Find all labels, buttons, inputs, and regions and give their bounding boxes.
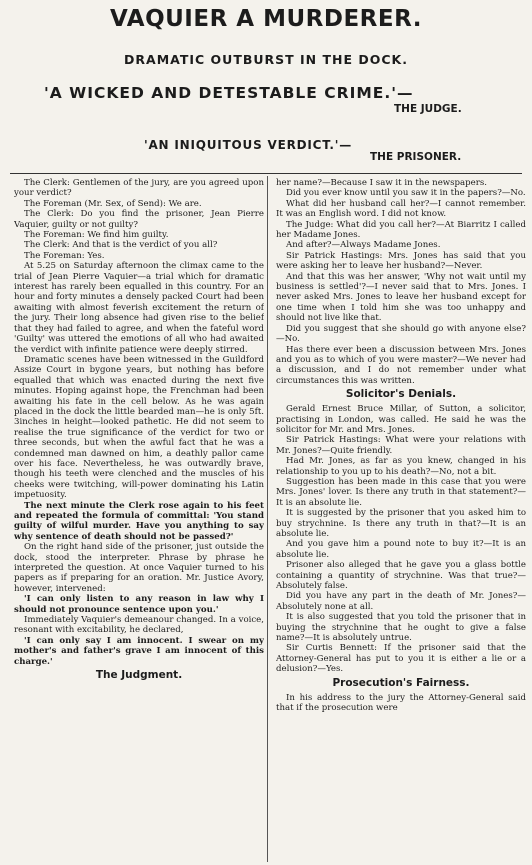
- paragraph: The Foreman: We find him guilty.: [24, 230, 169, 241]
- paragraph: It is also suggested that you told the prisoner that in buying the strychnine that he ought to give a false name?—It is absolutely untrue.: [276, 612, 526, 644]
- paragraph: And after?—Always Madame Jones.: [286, 240, 441, 251]
- paragraph: 'I can only say I am innocent. I swear on my mother's and father's grave I am innocent of this charge.': [14, 635, 264, 667]
- paragraph: Sir Patrick Hastings: What were your relations with Mr. Jones?—Quite friendly.: [276, 435, 526, 456]
- article-column-right: [276, 178, 526, 863]
- paragraph: her name?—Because I saw it in the newspapers.: [276, 178, 488, 188]
- section-subheading: The Judgment.: [95, 669, 183, 682]
- paragraph: Sir Curtis Bennett: If the prisoner said that the Attorney-General has put to you it is either a lie or a delusion?—Yes.: [276, 643, 526, 675]
- paragraph: At 5.25 on Saturday afternoon the climax came to the trial of Jean Pierre Vaquier—a trial which for dramatic interest has rarely been equalled in this country. For an hour and forty minutes a densely packed Court had been awaiting with almost feverish excitement the return of the jury. Their long absence had given rise to the belief that they had failed to agree, and when the fateful word 'Guilty' was uttered the emotions of all who had awaited the verdict with infinite patience were deeply stirred.: [14, 261, 264, 355]
- paragraph: Sir Patrick Hastings: Mrs. Jones has said that you were asking her to leave her husband?—Never.: [276, 250, 526, 272]
- section-subheading: Solicitor's Denials.: [345, 388, 457, 401]
- paragraph: Suggestion has been made in this case that you were Mrs. Jones' lover. Is there any truth in that statement?—It is an absolute lie.: [276, 476, 526, 508]
- paragraph: Did you suggest that she should go with anyone else?—No.: [276, 323, 526, 345]
- paragraph: 'I can only listen to any reason in law why I should not pronounce sentence upon you.': [14, 594, 264, 615]
- paragraph: Had Mr. Jones, as far as you knew, changed in his relationship to you up to his death?—No, not a bit.: [276, 456, 526, 477]
- paragraph: The Clerk: Gentlemen of the jury, are you agreed upon your verdict?: [14, 178, 264, 199]
- paragraph: Did you ever know until you saw it in the papers?—No.: [286, 188, 526, 199]
- prisoner-quote-headline: 'AN INIQUITOUS VERDICT.'—: [144, 138, 353, 152]
- section-subheading: Prosecution's Fairness.: [332, 676, 470, 689]
- column-divider: [267, 176, 268, 862]
- paragraph: On the right hand side of the prisoner, just outside the dock, stood the interpreter. Phrase by phrase he interpreted the question. At once Vaquier turned to his papers as if preparing for an oration. Mr. Justice Avory, however, intervened:: [14, 542, 264, 594]
- paragraph: The Clerk: Do you find the prisoner, Jean Pierre Vaquier, guilty or not guilty?: [14, 209, 264, 230]
- paragraph: It is suggested by the prisoner that you asked him to buy strychnine. Is there any truth in that?—It is an absolute lie.: [276, 508, 526, 539]
- article-column-left: [14, 178, 264, 863]
- headline: VAQUIER A MURDERER.: [110, 6, 422, 32]
- paragraph: The Foreman (Mr. Sex, of Send): We are.: [24, 198, 202, 209]
- paragraph: Has there ever been a discussion between Mrs. Jones and you as to which of you were master?—We never had a discussion, and I do not remember under what circumstances this was written.: [276, 344, 526, 386]
- prisoner-attribution: THE PRISONER.: [370, 151, 462, 163]
- paragraph: The Foreman: Yes.: [24, 250, 105, 261]
- paragraph: The Judge: What did you call her?—At Biarritz I called her Madame Jones.: [276, 219, 526, 241]
- judge-attribution: THE JUDGE.: [394, 103, 462, 115]
- judge-quote-headline: 'A WICKED AND DETESTABLE CRIME.'—: [44, 84, 414, 102]
- paragraph: Did you have any part in the death of Mr. Jones?—Absolutely none at all.: [276, 591, 526, 612]
- paragraph: Immediately Vaquier's demeanour changed. In a voice, resonant with excitability, he declared,: [14, 615, 264, 636]
- paragraph: Dramatic scenes have been witnessed in the Guildford Assize Court in bygone years, but nothing has before equalled that which was enacted during the next five minutes. Hoping against hope, the Frenchman had been awaiting his fate in the cell below. As he was again placed in the dock the little bearded man—he is only 5ft. 3inches in height—looked pathetic. He did not seem to realise the true significance of the verdict for two or three seconds, but when the awful fact that he was a condemned man dawned on him, a deathly pallor came over his face. Nevertheless, he was outwardly brave, though his teeth were clenched and the muscles of his cheeks were twitching, will-power dominating his Latin impetuosity.: [14, 354, 264, 501]
- paragraph: The Clerk: And that is the verdict of you all?: [24, 240, 218, 251]
- header-divider: [10, 173, 522, 174]
- subheadline: DRAMATIC OUTBURST IN THE DOCK.: [124, 52, 408, 67]
- paragraph: The next minute the Clerk rose again to his feet and repeated the formula of committal: 'You stand guilty of wilful murder. Have you anything to say why sentence of death should not be passed?': [14, 500, 264, 542]
- paragraph: In his address to the jury the Attorney-General said that if the prosecution were: [276, 692, 526, 714]
- paragraph: Prisoner also alleged that he gave you a glass bottle containing a quantity of strychnine. Was that true?—Absolutely false.: [276, 560, 526, 592]
- paragraph: Gerald Ernest Bruce Millar, of Sutton, a solicitor, practising in London, was called. He said he was the solicitor for Mr. and Mrs. Jones.: [276, 404, 526, 435]
- paragraph: What did her husband call her?—I cannot remember. It was an English word. I did not know.: [276, 198, 526, 220]
- paragraph: And that this was her answer, 'Why not wait until my business is settled'?—I never said that to Mrs. Jones. I never asked Mrs. Jones to leave her husband except for one time when I told him she was too unhappy and should not live like that.: [276, 271, 526, 324]
- paragraph: And you gave him a pound note to buy it?—It is an absolute lie.: [276, 539, 526, 560]
